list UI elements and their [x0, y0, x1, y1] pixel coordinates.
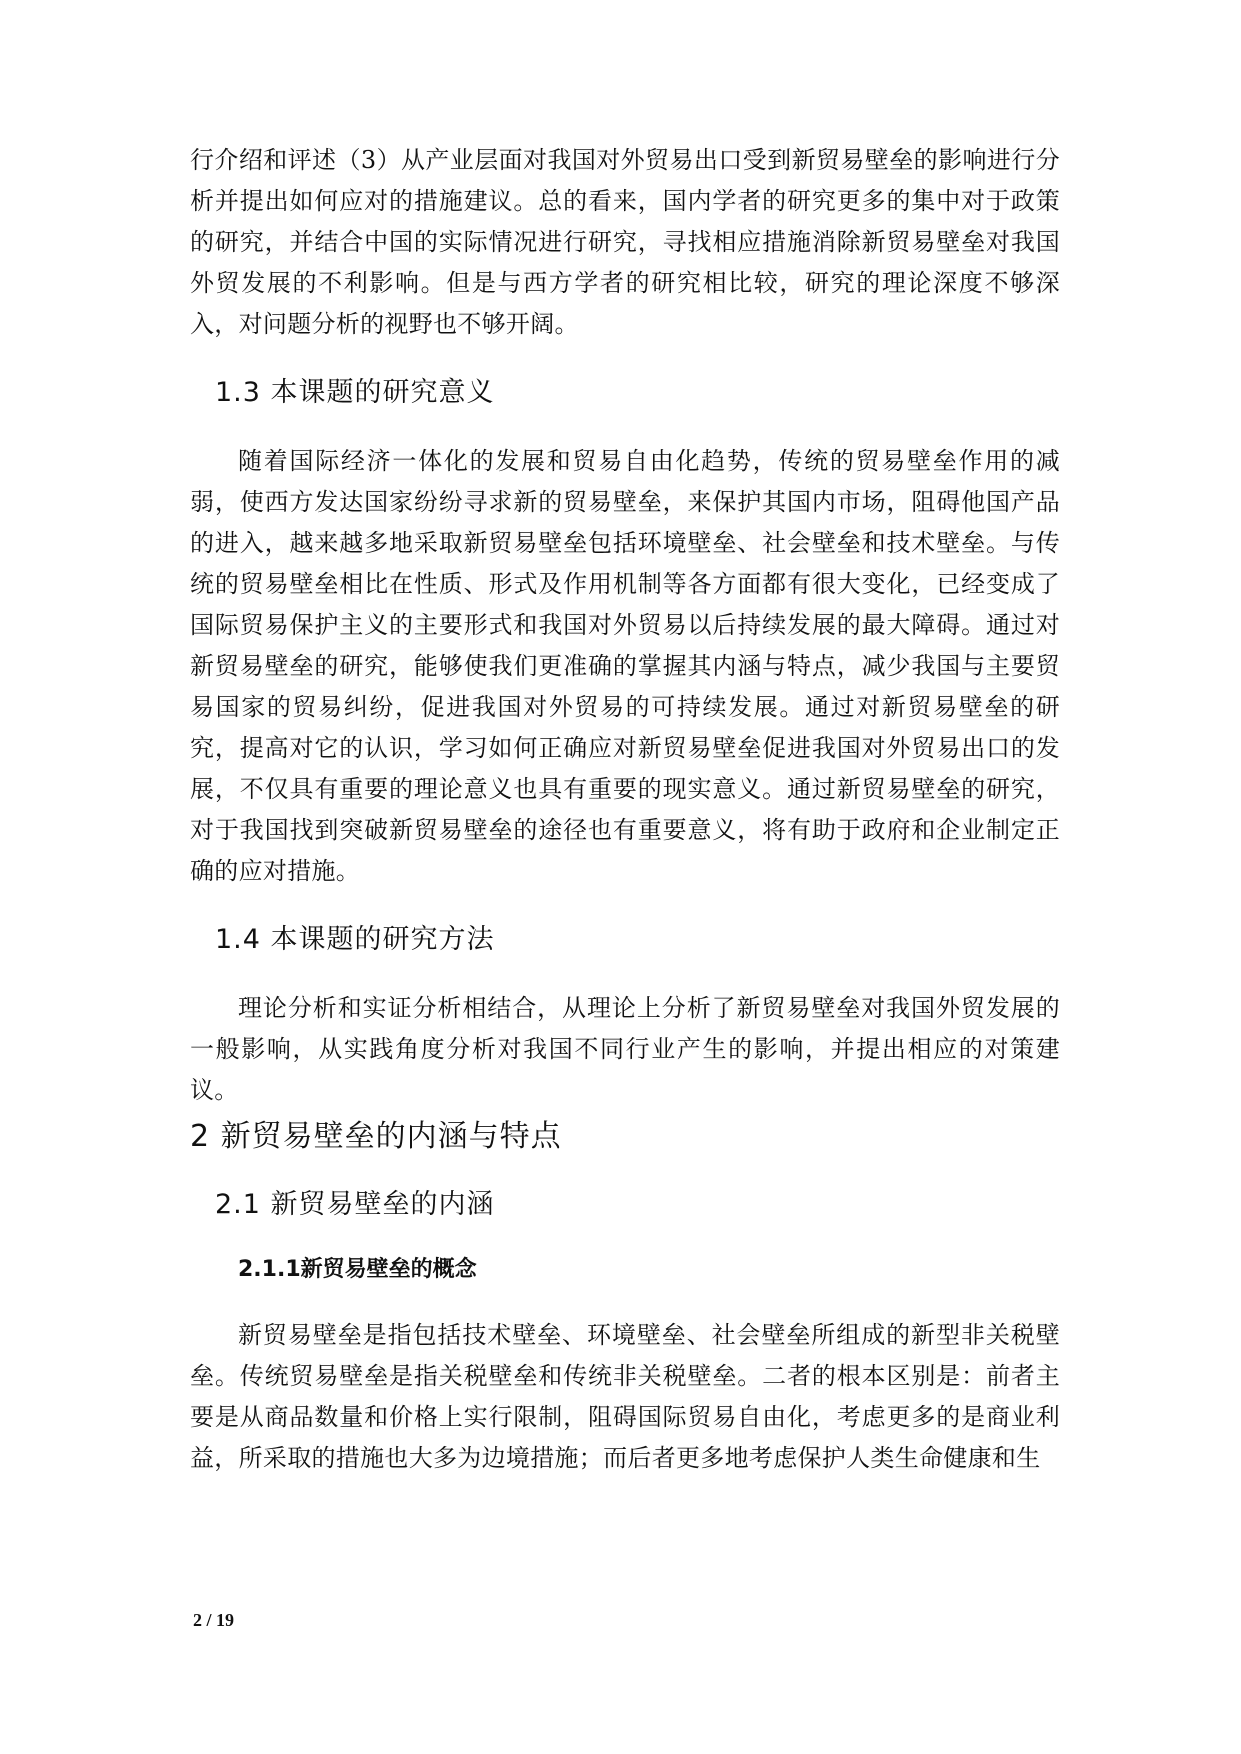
- heading-1-4: 1.4 本课题的研究方法: [215, 924, 495, 955]
- heading-1-3: 1.3 本课题的研究意义: [215, 377, 495, 408]
- heading-chapter-2: 2 新贸易壁垒的内涵与特点: [190, 1119, 562, 1154]
- page-number: 2 / 19: [193, 1610, 235, 1630]
- paragraph-research-method: 理论分析和实证分析相结合，从理论上分析了新贸易壁垒对我国外贸发展的一般影响，从实践角度分析对我国不同行业产生的影响，并提出相应的对策建议。: [190, 994, 1060, 1104]
- paragraph-research-significance: 随着国际经济一体化的发展和贸易自由化趋势，传统的贸易壁垒作用的减弱，使西方发达国家纷纷寻求新的贸易壁垒，来保护其国内市场，阻碍他国产品的进入，越来越多地采取新贸易壁垒包括环境壁垒、社会壁垒和技术壁垒。与传统的贸易壁垒相比在性质、形式及作用机制等各方面都有很大变化，已经变成了国际贸易保护主义的主要形式和我国对外贸易以后持续发展的最大障碍。通过对新贸易壁垒的研究，能够使我们更准确的掌握其内涵与特点，减少我国与主要贸易国家的贸易纠纷，促进我国对外贸易的可持续发展。通过对新贸易壁垒的研究，提高对它的认识，学习如何正确应对新贸易壁垒促进我国对外贸易出口的发展，不仅具有重要的理论意义也具有重要的现实意义。通过新贸易壁垒的研究，对于我国找到突破新贸易壁垒的途径也有重要意义，将有助于政府和企业制定正确的应对措施。: [190, 447, 1060, 885]
- page-content: [190, 140, 1060, 1479]
- paragraph-literature-review-end: 行介绍和评述（3）从产业层面对我国对外贸易出口受到新贸易壁垒的影响进行分析并提出如何应对的措施建议。总的看来，国内学者的研究更多的集中对于政策的研究，并结合中国的实际情况进行研究，寻找相应措施消除新贸易壁垒对我国外贸发展的不利影响。但是与西方学者的研究相比较，研究的理论深度不够深入，对问题分析的视野也不够开阔。: [190, 146, 1060, 338]
- heading-2-1: 2.1 新贸易壁垒的内涵: [215, 1189, 495, 1220]
- paragraph-concept: 新贸易壁垒是指包括技术壁垒、环境壁垒、社会壁垒所组成的新型非关税壁垒。传统贸易壁垒是指关税壁垒和传统非关税壁垒。二者的根本区别是：前者主要是从商品数量和价格上实行限制，阻碍国际贸易自由化，考虑更多的是商业利益，所采取的措施也大多为边境措施；而后者更多地考虑保护人类生命健康和生: [190, 1321, 1060, 1472]
- heading-2-1-1: 2.1.1新贸易壁垒的概念: [238, 1257, 477, 1282]
